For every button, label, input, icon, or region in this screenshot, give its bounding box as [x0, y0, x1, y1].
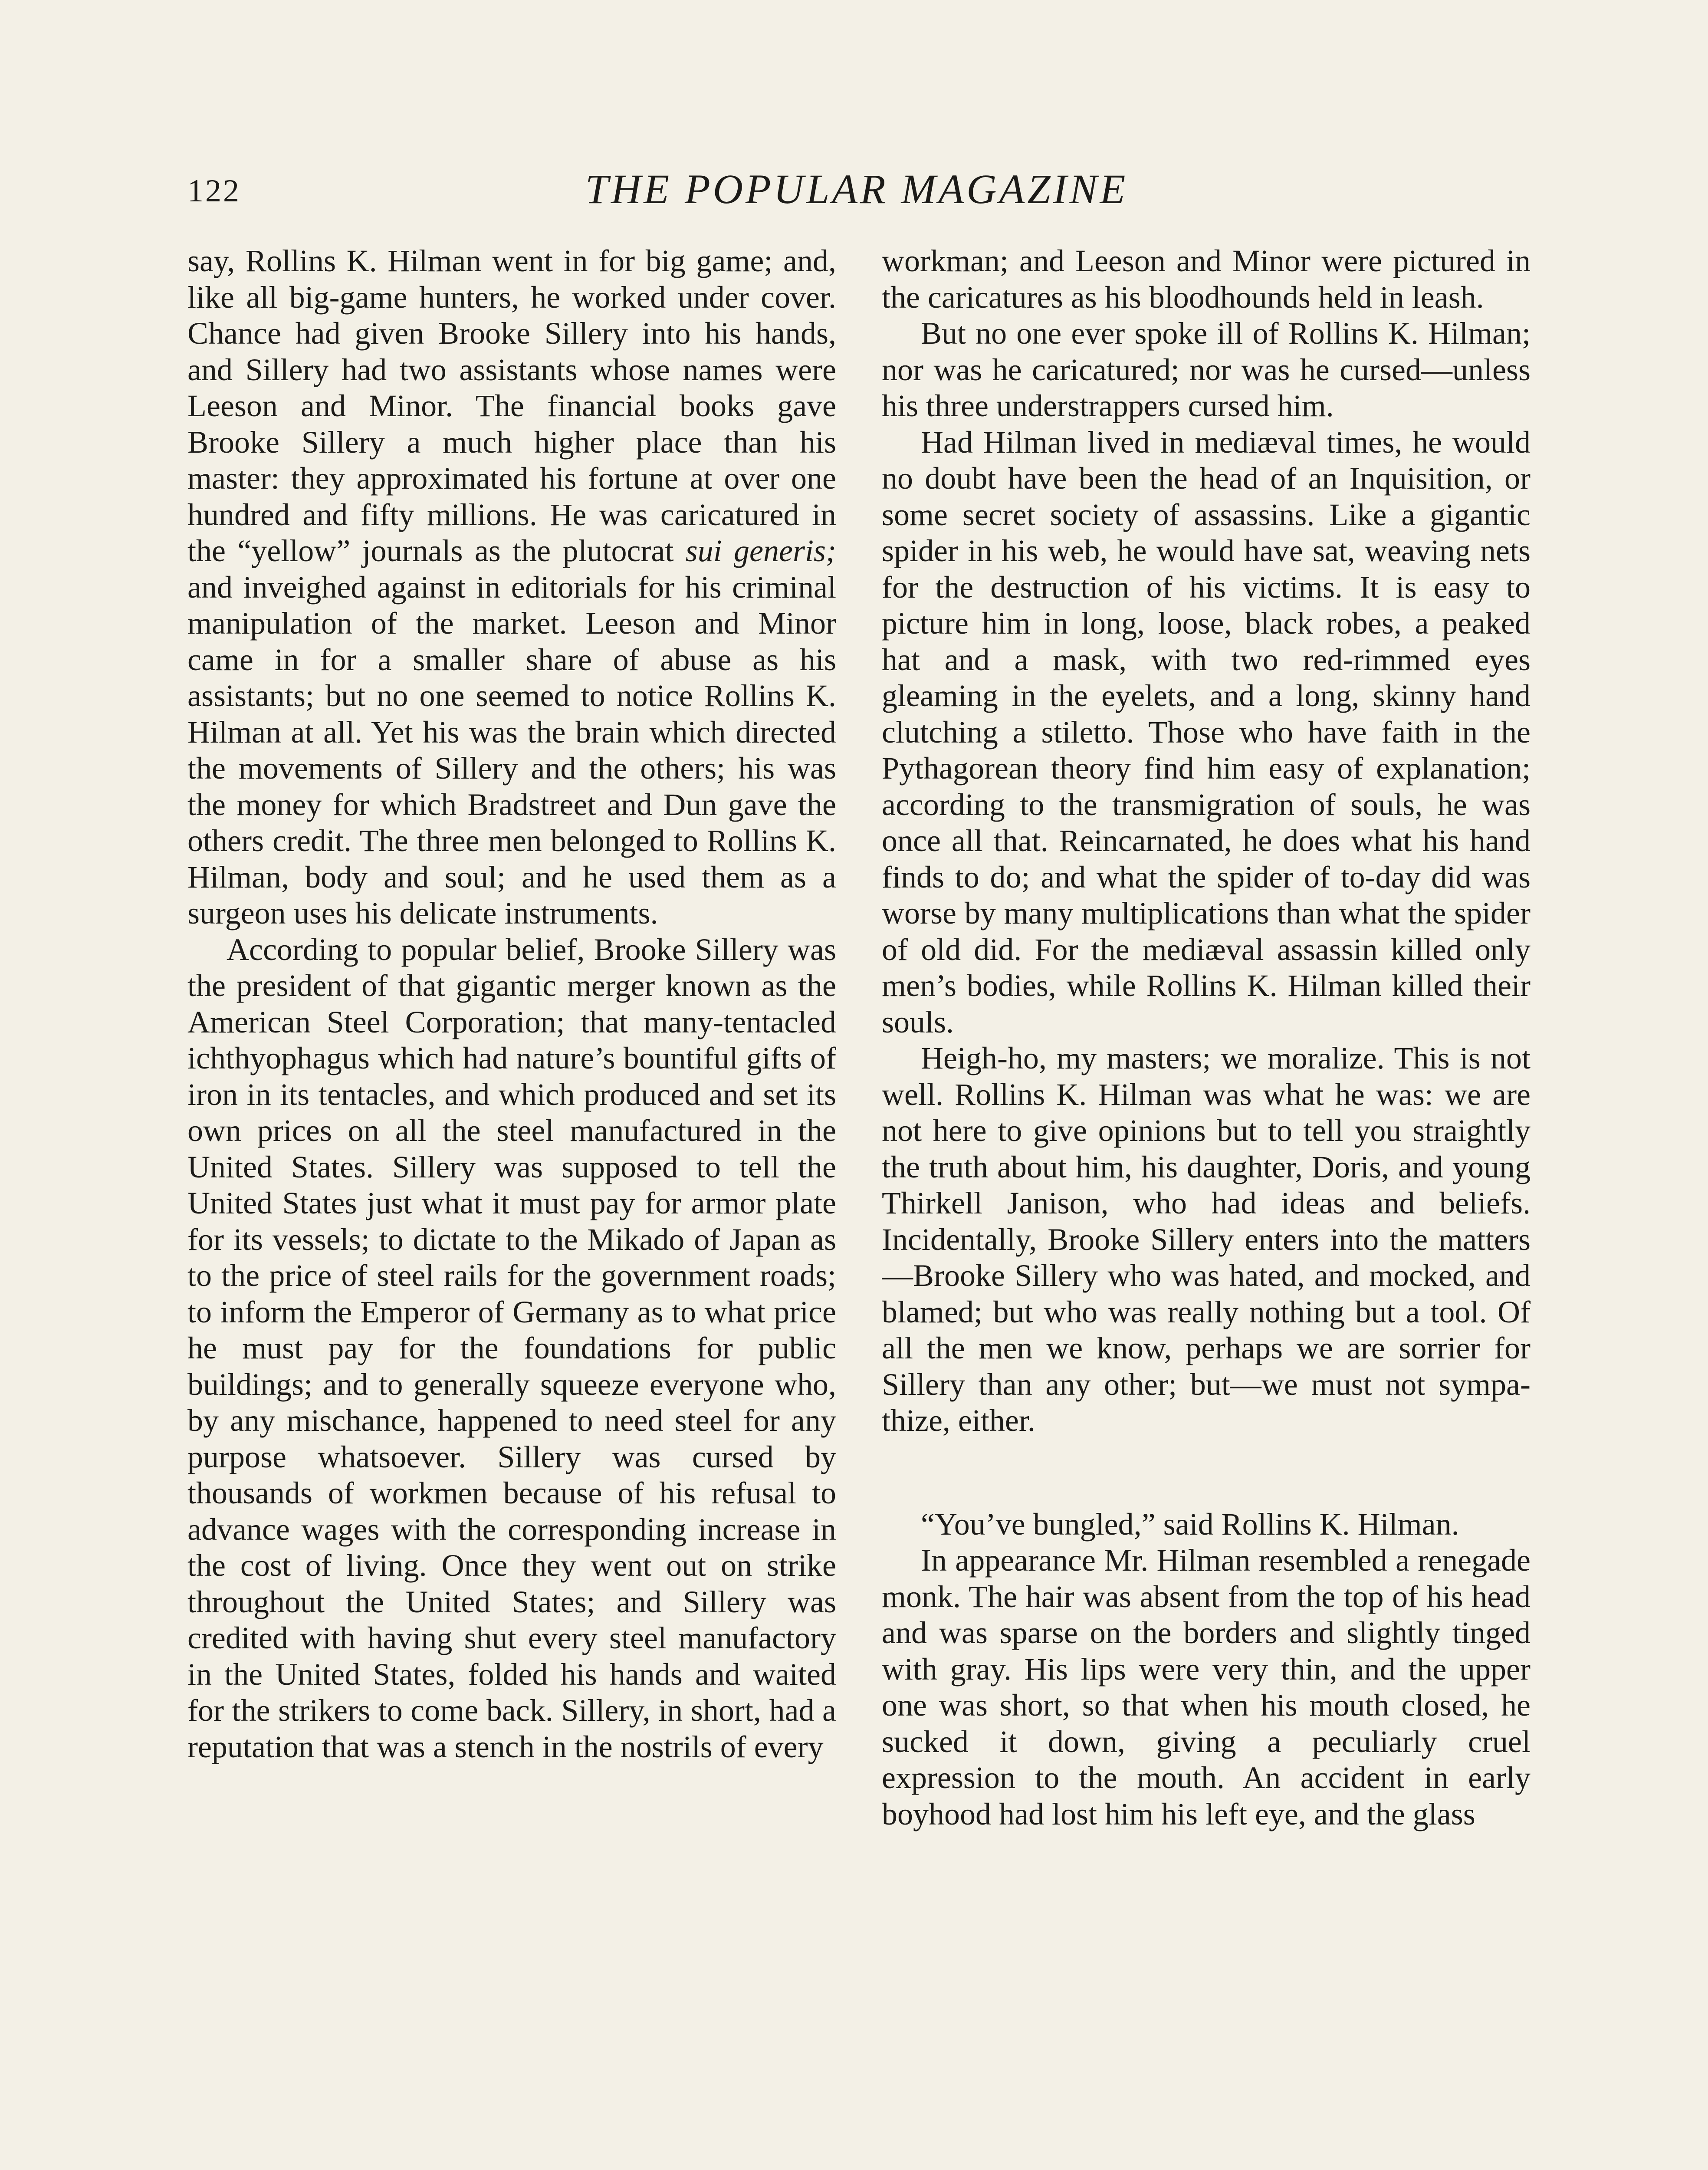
- italic-phrase: sui generis;: [685, 533, 836, 568]
- paragraph: Heigh-ho, my masters; we moralize. This is not well. Rollins K. Hilman was what he was: we are not here to give opinions but to tell you straightly the truth about him, his daughter, Doris, and young Thirkell Janison, who had ideas and beliefs. Incidentally, Brooke Sillery enters into the matters—Brooke Sillery who was hated, and mocked, and blamed; but who was really nothing but a tool. Of all the men we know, perhaps we are sorrier for Sillery than any other; but—we must not sympathize, either.: [882, 1041, 1531, 1438]
- page-number: 122: [187, 173, 241, 209]
- right-column: [882, 243, 1531, 2170]
- paragraph: In appearance Mr. Hilman resembled a renegade monk. The hair was absent from the top of his head and was sparse on the borders and slightly tinged with gray. His lips were very thin, and the upper one was short, so that when his mouth closed, he sucked it down, giving a peculiarly cruel expression to the mouth. An accident in early boyhood had lost him his left eye, and the glass: [882, 1543, 1531, 1831]
- left-column: [187, 243, 836, 2170]
- page-header: [187, 165, 1526, 217]
- running-title: THE POPULAR MAGAZINE: [585, 166, 1128, 212]
- paragraph: Had Hilman lived in mediæval times, he would no doubt have been the head of an Inquisition, or some secret society of assassins. Like a gigantic spider in his web, he would have sat, weaving nets for the destruction of his victims. It is easy to picture him in long, loose, black robes, a peaked hat and a mask, with two red-rimmed eyes gleaming in the eyelets, and a long, skinny hand clutching a stiletto. Those who have faith in the Pythagorean theory find him easy of explanation; according to the transmigration of souls, he was once all that. Reincarnated, he does what his hand finds to do; and what the spider of to-day did was worse by many multiplications than what the spider of old did. For the mediæval assassin killed only men’s bodies, while Rollins K. Hilman killed their souls.: [882, 424, 1531, 1039]
- paragraph: “You’ve bungled,” said Rollins K. Hilman.: [921, 1506, 1459, 1542]
- paragraph: According to popular belief, Brooke Sillery was the president of that gigantic merger known as the American Steel Corporation; that many-tentacled ichthyophagus which had nature’s bountiful gifts of iron in its tentacles, and which produced and set its own prices on all the steel manufactured in the United States. Sillery was supposed to tell the United States just what it must pay for armor plate for its vessels; to dictate to the Mikado of Japan as to the price of steel rails for the government roads; to inform the Emperor of Germany as to what price he must pay for the foundations for public buildings; and to generally squeeze everyone who, by any mischance, happened to need steel for any purpose whatsoever. Sillery was cursed by thousands of workmen because of his refusal to advance wages with the corresponding increase in the cost of living. Once they went out on strike throughout the United States; and Sillery was credited with having shut every steel manufactory in the United States, folded his hands and waited for the strikers to come back. Sillery, in short, had a reputation that was a stench in the nostrils of every: [187, 932, 836, 1764]
- paragraph-text: say, Rollins K. Hilman went in for big game; and, like all big-game hunters, he worked under cover. Chance had given Brooke Sillery into his hands, and Sillery had two assistants whose names were Leeson and Minor. The financial books gave Brooke Sillery a much higher place than his master: they approximated his fortune at over one hundred and fifty millions. He was caricatured in the “yellow” journals as the plutocrat: [187, 243, 836, 568]
- paragraph-text: and inveighed against in editorials for his criminal manipulation of the market. Leeson and Minor came in for a smaller share of abuse as his assistants; but no one seemed to notice Rollins K. Hilman at all. Yet his was the brain which directed the movements of Sillery and the others; his was the money for which Bradstreet and Dun gave the others credit. The three men belonged to Rollins K. Hilman, body and soul; and he used them as a surgeon uses his delicate instruments.: [187, 569, 836, 930]
- paragraph: But no one ever spoke ill of Rollins K. Hilman; nor was he caricatured; nor was he cursed—unless his three understrappers cursed him.: [882, 316, 1531, 423]
- paragraph: [187, 243, 836, 932]
- paragraph: workman; and Leeson and Minor were pictured in the caricatures as his bloodhounds held in leash.: [882, 243, 1531, 315]
